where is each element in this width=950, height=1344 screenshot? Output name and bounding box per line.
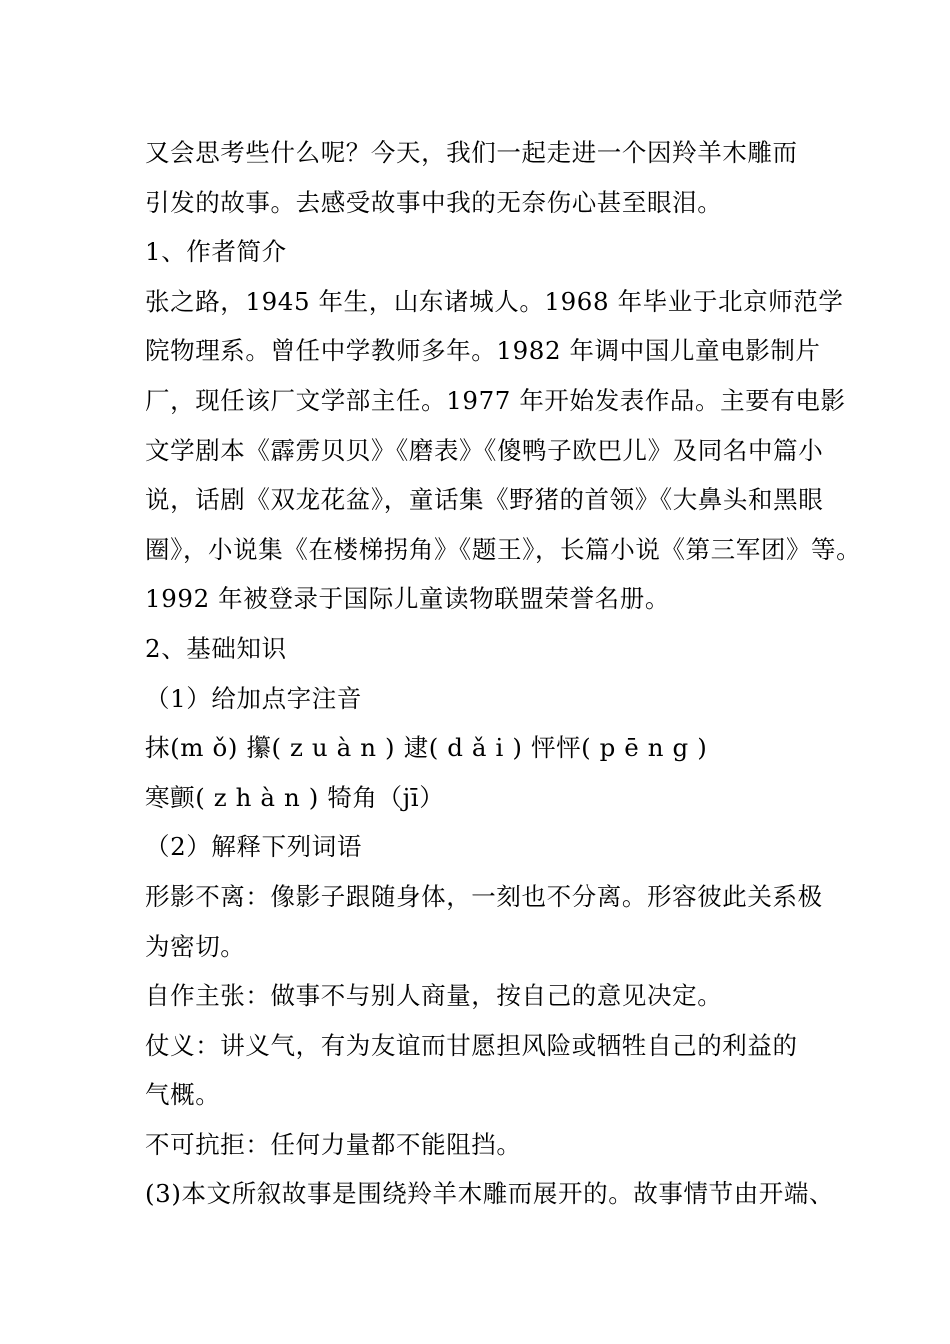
- vocab-definition: 自作主张：做事不与别人商量，按自己的意见决定。: [145, 981, 723, 1011]
- document-body: [145, 128, 862, 1219]
- vocab-definition: 气概。: [145, 1080, 221, 1110]
- text-line: 引发的故事。去感受故事中我的无奈伤心甚至眼泪。: [145, 187, 723, 217]
- pinyin-line: 抹(m ǒ) 攥( z u à n ) 逮( d ǎ i ) 怦怦( p ē n g ): [145, 733, 708, 763]
- text-line: 厂，现任该厂文学部主任。1977 年开始发表作品。主要有电影: [145, 385, 846, 415]
- pinyin-line: 寒颤( z h à n ) 犄角（jī）: [145, 782, 445, 812]
- text-line: 又会思考些什么呢？今天，我们一起走进一个因羚羊木雕而: [145, 138, 798, 167]
- text-line: 院物理系。曾任中学教师多年。1982 年调中国儿童电影制片: [145, 336, 821, 366]
- section-heading-basics: 2、基础知识: [145, 633, 287, 663]
- vocab-definition: 形影不离：像影子跟随身体，一刻也不分离。形容彼此关系极: [145, 881, 823, 911]
- vocab-definition: 为密切。: [145, 931, 246, 961]
- text-line: 圈》，小说集《在楼梯拐角》《题王》，长篇小说《第三军团》等。: [145, 534, 862, 564]
- section-heading-author: 1、作者简介: [145, 237, 287, 267]
- vocab-definition: 不可抗拒：任何力量都不能阻挡。: [145, 1129, 522, 1159]
- text-line: 说，话剧《双龙花盆》，童话集《野猪的首领》《大鼻头和黑眼: [145, 485, 824, 515]
- vocab-definition: 仗义：讲义气，有为友谊而甘愿担风险或牺牲自己的利益的: [145, 1030, 798, 1060]
- text-line: 1992 年被登录于国际儿童读物联盟荣誉名册。: [145, 584, 670, 614]
- text-line: 张之路，1945 年生，山东诸城人。1968 年毕业于北京师范学: [145, 286, 844, 316]
- subsection-heading-vocab: （2）解释下列词语: [145, 832, 362, 862]
- text-line: (3)本文所叙故事是围绕羚羊木雕而展开的。故事情节由开端、: [145, 1179, 835, 1209]
- text-line: 文学剧本《霹雳贝贝》《磨表》《傻鸭子欧巴儿》及同名中篇小: [145, 435, 824, 465]
- subsection-heading-pinyin: （1）给加点字注音: [145, 683, 362, 713]
